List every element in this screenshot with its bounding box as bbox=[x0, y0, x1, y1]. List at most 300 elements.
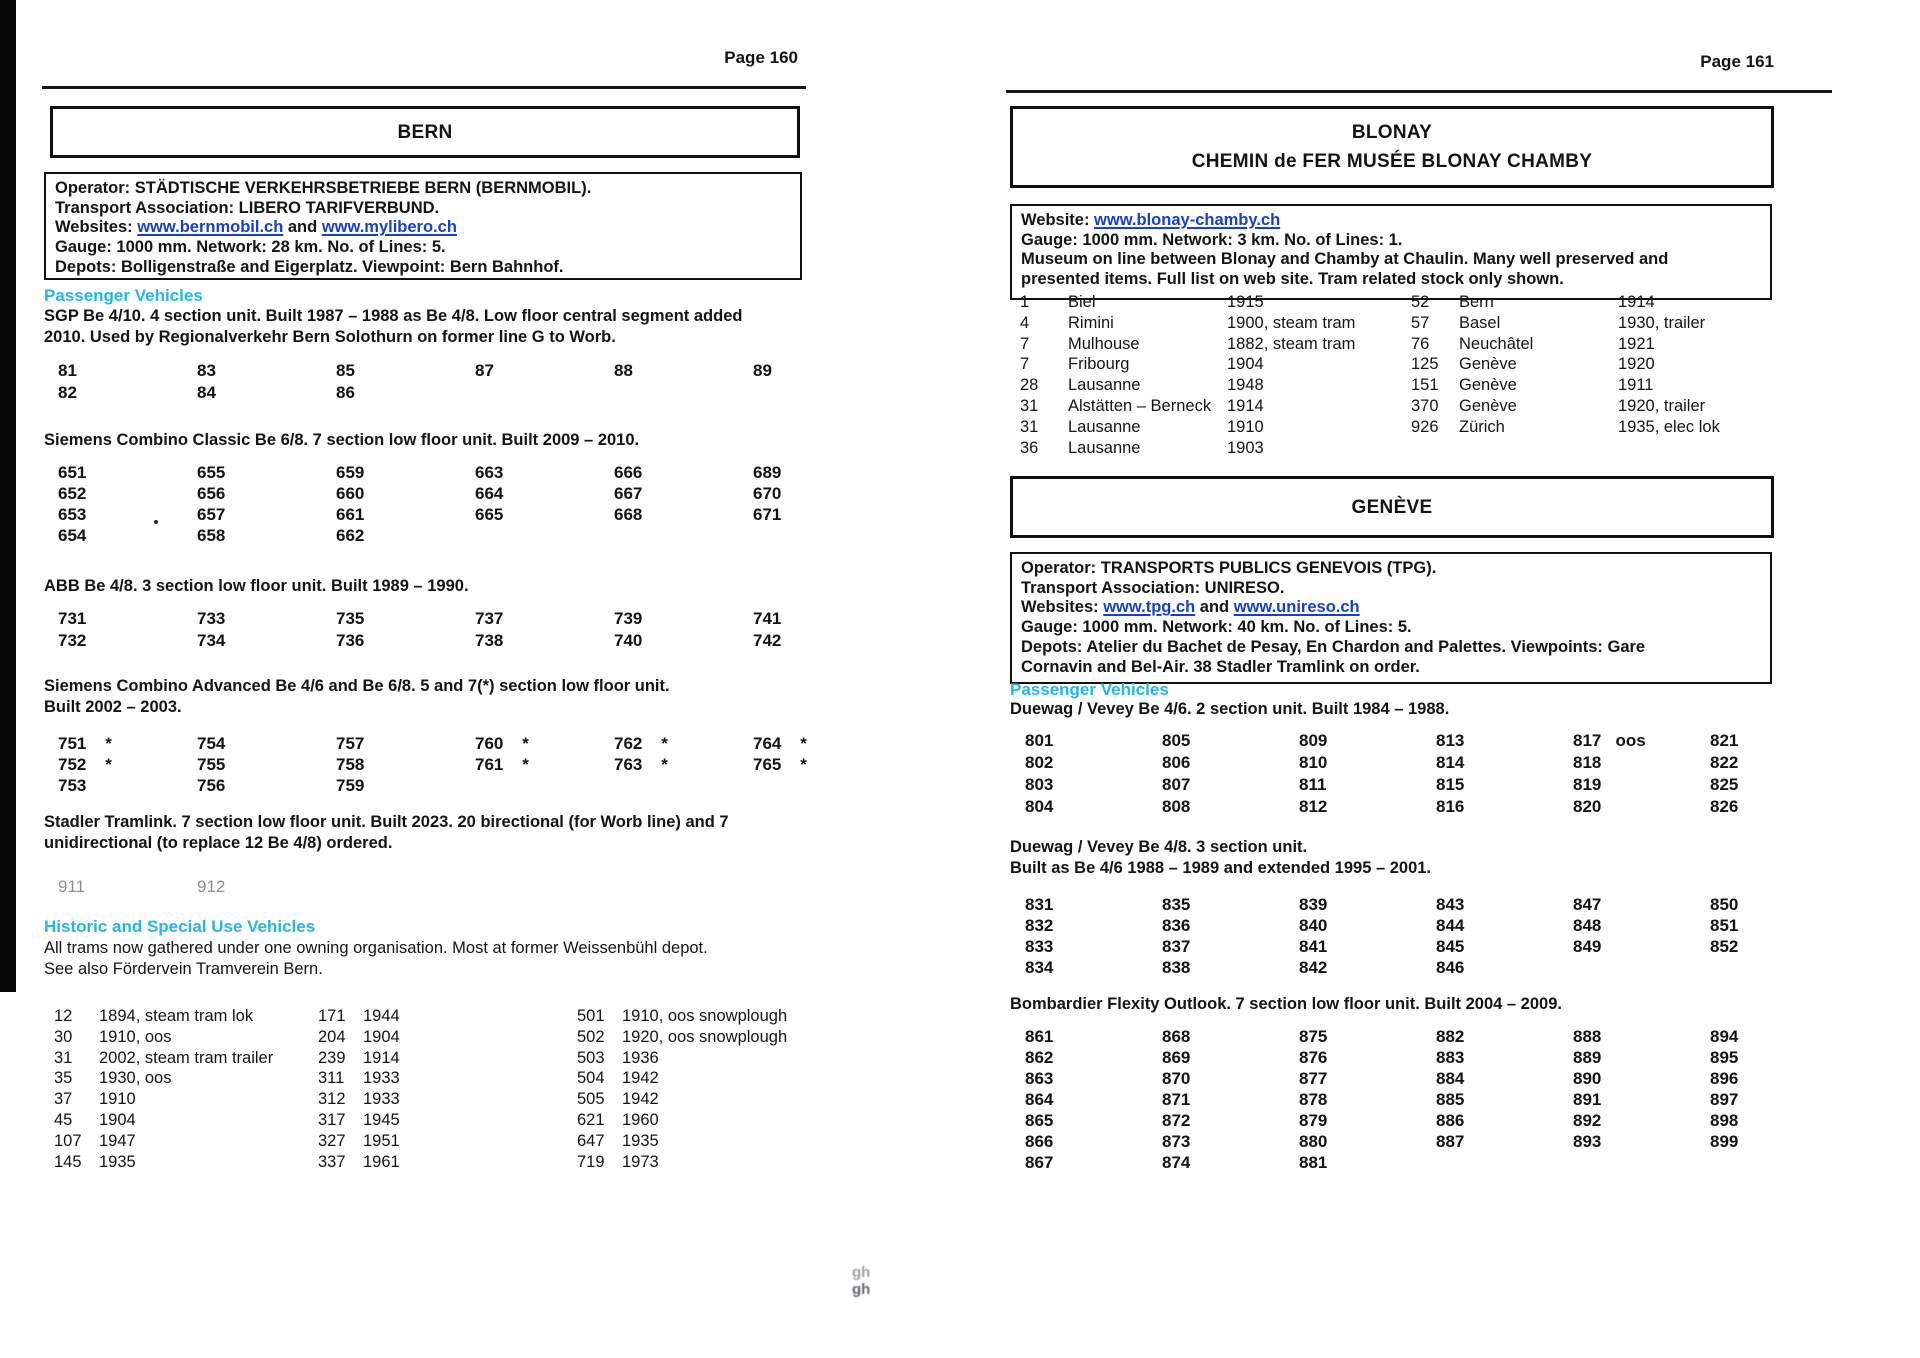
vehicle-number: 880 bbox=[1299, 1132, 1328, 1151]
vehicle-number: 817 oos bbox=[1573, 731, 1646, 750]
fleet-number-row bbox=[58, 775, 830, 796]
vehicle-number: 836 bbox=[1162, 916, 1191, 935]
vehicle-number: 926 bbox=[1411, 417, 1439, 436]
museum-info-box bbox=[1010, 204, 1772, 300]
info-text: and bbox=[283, 218, 322, 237]
origin-city: Genève bbox=[1459, 376, 1517, 395]
museum-stock-row bbox=[1411, 313, 1720, 334]
info-text: Gauge: 1000 mm. Network: 40 km. No. of Lines: 5. bbox=[1021, 618, 1412, 637]
header-rule bbox=[42, 86, 806, 89]
vehicle-number: 657 bbox=[197, 505, 226, 524]
vehicle-detail: 1945 bbox=[363, 1110, 400, 1129]
museum-title-box bbox=[1010, 106, 1774, 188]
vehicle-detail: 1936 bbox=[622, 1048, 659, 1067]
info-text: Websites: bbox=[1021, 598, 1104, 617]
text-line: Built 2002 – 2003. bbox=[44, 698, 182, 716]
fleet-number-row bbox=[1025, 936, 1855, 957]
vehicle-number: 760 * bbox=[475, 734, 529, 753]
vehicle-number: 877 bbox=[1299, 1069, 1328, 1088]
bombardier-description bbox=[1010, 994, 1562, 1015]
info-text: Transport Association: UNIRESO. bbox=[1021, 578, 1285, 597]
vehicle-number: 740 bbox=[614, 631, 643, 650]
vehicle-number: 881 bbox=[1299, 1153, 1328, 1172]
vehicle-number: 311 bbox=[318, 1069, 345, 1088]
text-line: All trams now gathered under one owning organisation. Most at former Weissenbühl depot. bbox=[44, 939, 708, 957]
info-line bbox=[1021, 559, 1761, 579]
vehicle-number: 31 bbox=[54, 1048, 73, 1067]
website-link[interactable]: www.bernmobil.ch bbox=[137, 218, 284, 237]
text-line: unidirectional (to replace 12 Be 4/8) ordered. bbox=[44, 834, 393, 852]
info-text: Websites: bbox=[55, 218, 138, 237]
build-year-detail: 1900, steam tram bbox=[1227, 313, 1356, 332]
museum-stock-row bbox=[1411, 354, 1720, 375]
build-year-detail: 1930, trailer bbox=[1618, 313, 1706, 332]
vehicle-number: 867 bbox=[1025, 1153, 1054, 1172]
build-year-detail: 1903 bbox=[1227, 438, 1264, 457]
vehicle-number: 813 bbox=[1436, 731, 1465, 750]
vehicle-number: 736 bbox=[336, 631, 365, 650]
vehicle-number: 762 * bbox=[614, 734, 668, 753]
city-title-box bbox=[1010, 476, 1774, 538]
info-line bbox=[55, 179, 791, 199]
museum-stock-row bbox=[1020, 396, 1355, 417]
text-line: Built as Be 4/6 1988 – 1989 and extended 1995 – 2001. bbox=[1010, 859, 1431, 877]
fleet-number-row bbox=[58, 462, 830, 483]
museum-stock-row bbox=[1411, 396, 1720, 417]
origin-city: Alstätten – Berneck bbox=[1068, 396, 1212, 415]
vehicle-number: 838 bbox=[1162, 958, 1191, 977]
vehicle-number: 802 bbox=[1025, 753, 1054, 772]
vehicle-number: 808 bbox=[1162, 797, 1191, 816]
vehicle-number: 819 bbox=[1573, 775, 1602, 794]
vehicle-number: 809 bbox=[1299, 731, 1328, 750]
vehicle-number: 844 bbox=[1436, 916, 1465, 935]
info-text: Depots: Atelier du Bachet de Pesay, En Chardon and Palettes. Viewpoints: Gare bbox=[1021, 637, 1646, 656]
vehicle-number: 659 bbox=[336, 463, 365, 482]
vehicle-number: 664 bbox=[475, 484, 504, 503]
vehicle-detail: 1933 bbox=[363, 1069, 400, 1088]
vehicle-number: 863 bbox=[1025, 1069, 1054, 1088]
vehicle-number: 864 bbox=[1025, 1090, 1054, 1109]
historic-vehicle-row bbox=[54, 1110, 273, 1131]
vehicle-number: 12 bbox=[54, 1007, 73, 1025]
vehicle-number: 763 * bbox=[614, 755, 668, 774]
build-year-detail: 1920, trailer bbox=[1618, 396, 1706, 415]
vehicle-number: 811 bbox=[1299, 775, 1327, 794]
vehicle-detail: 1947 bbox=[99, 1131, 136, 1150]
build-year-detail: 1914 bbox=[1618, 293, 1655, 311]
vehicle-number: 30 bbox=[54, 1027, 73, 1046]
info-line bbox=[1021, 598, 1761, 618]
vehicle-number: 1 bbox=[1020, 293, 1030, 311]
vehicle-number: 7 bbox=[1020, 334, 1030, 353]
scan-dot-artifact bbox=[154, 520, 158, 524]
fleet-number-row bbox=[58, 483, 830, 504]
vehicle-detail: 1942 bbox=[622, 1069, 659, 1088]
vehicle-number: 879 bbox=[1299, 1111, 1328, 1130]
vehicle-number: 86 bbox=[336, 383, 355, 402]
vehicle-number: 76 bbox=[1411, 334, 1430, 353]
fleet-number-row bbox=[1025, 730, 1855, 752]
vehicle-detail: 1904 bbox=[363, 1027, 400, 1046]
origin-city: Genève bbox=[1459, 396, 1517, 415]
info-line bbox=[1021, 211, 1761, 231]
fleet-number-row bbox=[58, 733, 830, 754]
gutter-bleed-artifact: gh gh bbox=[852, 1264, 871, 1298]
vehicle-number: 805 bbox=[1162, 731, 1191, 750]
vehicle-number: 825 bbox=[1710, 775, 1739, 794]
website-link[interactable]: www.blonay-chamby.ch bbox=[1094, 211, 1281, 229]
historic-vehicle-row bbox=[577, 1152, 787, 1173]
vehicle-number: 31 bbox=[1020, 417, 1039, 436]
vehicle-detail: 1914 bbox=[363, 1048, 400, 1067]
text-line: SGP Be 4/10. 4 section unit. Built 1987 – 1988 as Be 4/8. Low floor central segment added bbox=[44, 307, 743, 325]
info-line bbox=[55, 218, 791, 238]
vehicle-number: 870 bbox=[1162, 1069, 1191, 1088]
vehicle-number: 741 bbox=[753, 609, 782, 628]
vehicle-number: 761 * bbox=[475, 755, 529, 774]
info-text: Cornavin and Bel-Air. 38 Stadler Tramlink on order. bbox=[1021, 657, 1420, 676]
vehicle-number: 651 bbox=[58, 463, 87, 482]
vehicle-number: 871 bbox=[1162, 1090, 1191, 1109]
vehicle-number: 868 bbox=[1162, 1027, 1191, 1046]
vehicle-number: 852 bbox=[1710, 937, 1739, 956]
vehicle-number: 666 bbox=[614, 463, 643, 482]
vehicle-number: 842 bbox=[1299, 958, 1328, 977]
vehicle-number: 82 bbox=[58, 383, 77, 402]
vehicle-number: 806 bbox=[1162, 753, 1191, 772]
vehicle-number: 912 bbox=[197, 877, 226, 896]
vehicle-number: 896 bbox=[1710, 1069, 1739, 1088]
info-line bbox=[55, 238, 791, 258]
abb-description bbox=[44, 576, 469, 597]
text-line: Siemens Combino Advanced Be 4/6 and Be 6/8. 5 and 7(*) section low floor unit. bbox=[44, 677, 670, 695]
info-text: presented items. Full list on web site. Tram related stock only shown. bbox=[1021, 270, 1564, 289]
vehicle-number: 337 bbox=[318, 1152, 346, 1171]
info-line bbox=[1021, 658, 1761, 678]
vehicle-number: 816 bbox=[1436, 797, 1465, 816]
museum-stock-row bbox=[1020, 375, 1355, 396]
vehicle-number: 85 bbox=[336, 361, 355, 380]
right-page bbox=[1006, 0, 1836, 1358]
info-text: Website: bbox=[1021, 211, 1095, 229]
text-line: BLONAY bbox=[1351, 122, 1433, 143]
page-number: Page 161 bbox=[1700, 52, 1774, 71]
vehicle-number: 807 bbox=[1162, 775, 1191, 794]
vehicle-number: 752 * bbox=[58, 755, 112, 774]
historic-vehicle-row bbox=[318, 1152, 400, 1173]
vehicle-number: 733 bbox=[197, 609, 226, 628]
sgp-number-grid bbox=[42, 360, 830, 404]
vehicle-number: 847 bbox=[1573, 895, 1602, 914]
vehicle-number: 754 bbox=[197, 734, 226, 753]
vehicle-number: 821 bbox=[1710, 731, 1739, 750]
vehicle-number: 861 bbox=[1025, 1027, 1054, 1046]
vehicle-number: 732 bbox=[58, 631, 87, 650]
vehicle-number: 151 bbox=[1411, 376, 1439, 395]
historic-column-1 bbox=[54, 1006, 273, 1172]
vehicle-detail: 1904 bbox=[99, 1110, 136, 1129]
bombardier-number-grid bbox=[1006, 1026, 1855, 1173]
vehicle-number: 826 bbox=[1710, 797, 1739, 816]
fleet-number-row bbox=[58, 525, 830, 546]
origin-city: Neuchâtel bbox=[1459, 334, 1534, 353]
duewag-be48-description bbox=[1010, 837, 1431, 879]
vehicle-number: 837 bbox=[1162, 937, 1191, 956]
vehicle-number: 45 bbox=[54, 1110, 73, 1129]
vehicle-number: 759 bbox=[336, 776, 365, 795]
vehicle-number: 804 bbox=[1025, 797, 1054, 816]
museum-stock-row bbox=[1020, 292, 1355, 313]
museum-stock-row bbox=[1020, 438, 1355, 459]
vehicle-number: 653 bbox=[58, 505, 87, 524]
vehicle-number: 850 bbox=[1710, 895, 1739, 914]
text-line: Bombardier Flexity Outlook. 7 section low floor unit. Built 2004 – 2009. bbox=[1010, 995, 1562, 1013]
vehicle-number: 35 bbox=[54, 1069, 73, 1088]
fleet-number-row bbox=[1025, 1068, 1855, 1089]
vehicle-number: 37 bbox=[54, 1090, 73, 1109]
origin-city: Mulhouse bbox=[1068, 334, 1140, 353]
vehicle-detail: 1935 bbox=[622, 1131, 659, 1150]
vehicle-number: 4 bbox=[1020, 313, 1030, 332]
info-text: and bbox=[1195, 598, 1234, 617]
fleet-number-row bbox=[1025, 957, 1855, 978]
fleet-number-row bbox=[1025, 894, 1855, 915]
vehicle-number: 89 bbox=[753, 361, 772, 380]
vehicle-number: 660 bbox=[336, 484, 365, 503]
city-title: BERN bbox=[397, 121, 453, 143]
vehicle-number: 803 bbox=[1025, 775, 1054, 794]
build-year-detail: 1910 bbox=[1227, 417, 1264, 436]
vehicle-number: 621 bbox=[577, 1110, 605, 1129]
historic-vehicle-row bbox=[577, 1068, 787, 1089]
vehicle-detail: 1942 bbox=[622, 1090, 659, 1109]
vehicle-number: 81 bbox=[58, 361, 77, 380]
build-year-detail: 1921 bbox=[1618, 334, 1655, 353]
combino-classic-number-grid bbox=[42, 462, 830, 546]
fleet-number-row bbox=[1025, 1152, 1855, 1173]
vehicle-number: 889 bbox=[1573, 1048, 1602, 1067]
build-year-detail: 1882, steam tram bbox=[1227, 334, 1356, 353]
text-line: Duewag / Vevey Be 4/8. 3 section unit. bbox=[1010, 838, 1308, 856]
fleet-number-row bbox=[58, 754, 830, 775]
vehicle-number: 765 * bbox=[753, 755, 807, 774]
text-line: Siemens Combino Classic Be 6/8. 7 section low floor unit. Built 2009 – 2010. bbox=[44, 431, 640, 449]
vehicle-number: 874 bbox=[1162, 1153, 1191, 1172]
vehicle-number: 735 bbox=[336, 609, 365, 628]
vehicle-number: 204 bbox=[318, 1027, 346, 1046]
fleet-number-row bbox=[58, 504, 830, 525]
vehicle-number: 125 bbox=[1411, 355, 1439, 374]
info-text: Operator: TRANSPORTS PUBLICS GENEVOIS (TPG). bbox=[1021, 559, 1437, 577]
fleet-number-row bbox=[1025, 1131, 1855, 1152]
vehicle-number: 171 bbox=[318, 1007, 346, 1025]
vehicle-number: 742 bbox=[753, 631, 782, 650]
build-year-detail: 1948 bbox=[1227, 376, 1264, 395]
museum-stock-row bbox=[1411, 375, 1720, 396]
vehicle-number: 503 bbox=[577, 1048, 605, 1067]
vehicle-number: 846 bbox=[1436, 958, 1465, 977]
info-text: Gauge: 1000 mm. Network: 28 km. No. of Lines: 5. bbox=[55, 238, 446, 257]
museum-stock-row bbox=[1411, 334, 1720, 355]
vehicle-number: 667 bbox=[614, 484, 643, 503]
vehicle-number: 875 bbox=[1299, 1027, 1328, 1046]
combino-advanced-description bbox=[44, 676, 670, 718]
historic-vehicle-row bbox=[318, 1131, 400, 1152]
build-year-detail: 1914 bbox=[1227, 396, 1264, 415]
vehicle-number: 862 bbox=[1025, 1048, 1054, 1067]
vehicle-number: 758 bbox=[336, 755, 365, 774]
vehicle-number: 876 bbox=[1299, 1048, 1328, 1067]
vehicle-number: 872 bbox=[1162, 1111, 1191, 1130]
vehicle-number: 647 bbox=[577, 1131, 605, 1150]
historic-vehicle-row bbox=[577, 1089, 787, 1110]
vehicle-detail: 1935 bbox=[99, 1152, 136, 1171]
fleet-number-row bbox=[1025, 796, 1855, 818]
vehicle-number: 895 bbox=[1710, 1048, 1739, 1067]
vehicle-number: 83 bbox=[197, 361, 216, 380]
duewag-be46-number-grid bbox=[1006, 730, 1855, 818]
duewag-be48-number-grid bbox=[1006, 894, 1855, 978]
vehicle-number: 312 bbox=[318, 1090, 346, 1109]
info-text: Museum on line between Blonay and Chamby at Chaulin. Many well preserved and bbox=[1021, 250, 1669, 269]
vehicle-number: 897 bbox=[1710, 1090, 1739, 1109]
duewag-be46-description bbox=[1010, 699, 1449, 720]
vehicle-number: 504 bbox=[577, 1069, 605, 1088]
vehicle-number: 7 bbox=[1020, 355, 1030, 374]
vehicle-number: 873 bbox=[1162, 1132, 1191, 1151]
website-link[interactable]: www.unireso.ch bbox=[1233, 598, 1360, 617]
vehicle-number: 665 bbox=[475, 505, 504, 524]
vehicle-number: 845 bbox=[1436, 937, 1465, 956]
website-link[interactable]: www.tpg.ch bbox=[1103, 598, 1196, 617]
historic-vehicle-row bbox=[318, 1006, 400, 1027]
historic-vehicle-row bbox=[54, 1048, 273, 1069]
combino-classic-description bbox=[44, 430, 639, 451]
vehicle-number: 887 bbox=[1436, 1132, 1465, 1151]
vehicle-number: 757 bbox=[336, 734, 365, 753]
vehicle-number: 84 bbox=[197, 383, 216, 402]
vehicle-number: 145 bbox=[54, 1152, 82, 1171]
info-text: Operator: STÄDTISCHE VERKEHRSBETRIEBE BERN (BERNMOBIL). bbox=[55, 179, 592, 197]
vehicle-number: 658 bbox=[197, 526, 226, 545]
section-heading-historic-vehicles: Historic and Special Use Vehicles bbox=[44, 917, 316, 936]
section-heading-passenger-vehicles: Passenger Vehicles bbox=[1010, 680, 1169, 699]
vehicle-number: 652 bbox=[58, 484, 87, 503]
city-title-box bbox=[50, 106, 800, 158]
header-rule bbox=[1006, 90, 1832, 93]
vehicle-number: 834 bbox=[1025, 958, 1054, 977]
origin-city: Bern bbox=[1459, 293, 1494, 311]
museum-stock-row bbox=[1020, 334, 1355, 355]
historic-vehicle-row bbox=[318, 1089, 400, 1110]
vehicle-detail: 2002, steam tram trailer bbox=[99, 1048, 274, 1067]
info-line bbox=[1021, 618, 1761, 638]
vehicle-number: 734 bbox=[197, 631, 226, 650]
vehicle-detail: 1920, oos snowplough bbox=[622, 1027, 788, 1046]
vehicle-number: 884 bbox=[1436, 1069, 1465, 1088]
info-line bbox=[1021, 638, 1761, 658]
vehicle-number: 893 bbox=[1573, 1132, 1602, 1151]
museum-stock-row bbox=[1411, 292, 1720, 313]
vehicle-number: 756 bbox=[197, 776, 226, 795]
vehicle-number: 88 bbox=[614, 361, 633, 380]
origin-city: Zürich bbox=[1459, 417, 1505, 436]
vehicle-number: 815 bbox=[1436, 775, 1465, 794]
fleet-number-row bbox=[58, 382, 830, 404]
website-link[interactable]: www.mylibero.ch bbox=[321, 218, 457, 237]
fleet-number-row bbox=[1025, 774, 1855, 796]
build-year-detail: 1904 bbox=[1227, 355, 1264, 374]
vehicle-number: 801 bbox=[1025, 731, 1054, 750]
historic-vehicle-row bbox=[54, 1089, 273, 1110]
historic-vehicle-row bbox=[54, 1006, 273, 1027]
vehicle-detail: 1910, oos snowplough bbox=[622, 1007, 788, 1025]
vehicle-detail: 1910 bbox=[99, 1090, 136, 1109]
vehicle-number: 501 bbox=[577, 1007, 605, 1025]
origin-city: Rimini bbox=[1068, 313, 1114, 332]
text-line: See also Fördervein Tramverein Bern. bbox=[44, 960, 323, 978]
vehicle-number: 327 bbox=[318, 1131, 346, 1150]
vehicle-detail: 1973 bbox=[622, 1152, 659, 1171]
operator-info-box bbox=[44, 172, 802, 280]
vehicle-number: 822 bbox=[1710, 753, 1739, 772]
vehicle-number: 656 bbox=[197, 484, 226, 503]
vehicle-number: 654 bbox=[58, 526, 87, 545]
vehicle-number: 833 bbox=[1025, 937, 1054, 956]
museum-stock-row bbox=[1020, 417, 1355, 438]
vehicle-number: 663 bbox=[475, 463, 504, 482]
vehicle-number: 839 bbox=[1299, 895, 1328, 914]
vehicle-number: 899 bbox=[1710, 1132, 1739, 1151]
vehicle-detail: 1930, oos bbox=[99, 1069, 172, 1088]
vehicle-number: 886 bbox=[1436, 1111, 1465, 1130]
vehicle-number: 841 bbox=[1299, 937, 1328, 956]
vehicle-number: 812 bbox=[1299, 797, 1328, 816]
vehicle-detail: 1951 bbox=[363, 1131, 400, 1150]
vehicle-number: 890 bbox=[1573, 1069, 1602, 1088]
vehicle-number: 865 bbox=[1025, 1111, 1054, 1130]
stadler-ordered-number-grid bbox=[42, 876, 830, 898]
vehicle-number: 885 bbox=[1436, 1090, 1465, 1109]
vehicle-number: 31 bbox=[1020, 396, 1039, 415]
build-year-detail: 1920 bbox=[1618, 355, 1655, 374]
combino-advanced-number-grid bbox=[42, 733, 830, 796]
info-line bbox=[1021, 250, 1761, 270]
historic-vehicle-row bbox=[577, 1006, 787, 1027]
vehicle-number: 737 bbox=[475, 609, 504, 628]
section-heading-passenger-vehicles: Passenger Vehicles bbox=[44, 286, 203, 305]
historic-description bbox=[44, 938, 708, 980]
historic-column-3 bbox=[577, 1006, 787, 1172]
page-number: Page 160 bbox=[724, 48, 798, 67]
fleet-number-row bbox=[58, 876, 830, 898]
vehicle-number: 764 * bbox=[753, 734, 807, 753]
info-line bbox=[55, 258, 791, 278]
historic-vehicle-row bbox=[318, 1110, 400, 1131]
vehicle-number: 670 bbox=[753, 484, 782, 503]
vehicle-number: 502 bbox=[577, 1027, 605, 1046]
stock-column-1 bbox=[1020, 292, 1355, 458]
stock-column-2 bbox=[1411, 292, 1720, 438]
text-line: CHEMIN de FER MUSÉE BLONAY CHAMBY bbox=[1191, 151, 1593, 172]
origin-city: Fribourg bbox=[1068, 355, 1130, 374]
vehicle-number: 57 bbox=[1411, 313, 1430, 332]
vehicle-number: 655 bbox=[197, 463, 226, 482]
vehicle-number: 849 bbox=[1573, 937, 1602, 956]
info-text: Gauge: 1000 mm. Network: 3 km. No. of Lines: 1. bbox=[1021, 230, 1403, 249]
vehicle-number: 892 bbox=[1573, 1111, 1602, 1130]
